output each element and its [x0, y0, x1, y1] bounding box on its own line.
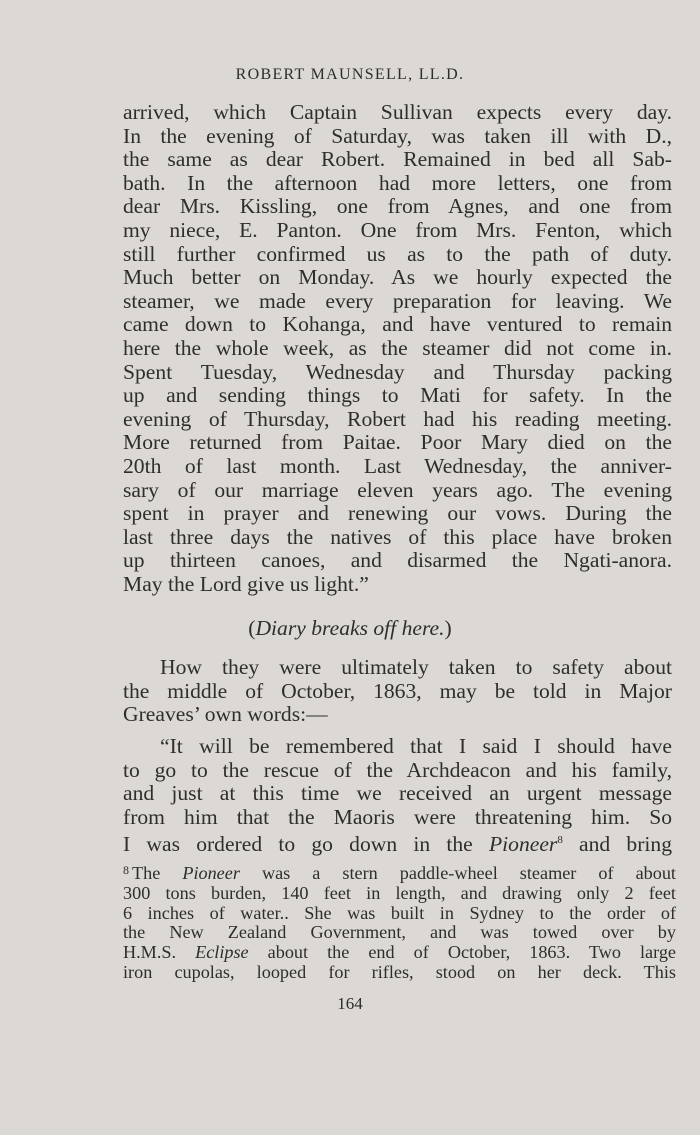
- text-line: sary of our marriage eleven years ago. The evening: [123, 477, 672, 502]
- footnote-ship-name: Eclipse: [195, 942, 249, 963]
- page-number: 164: [337, 994, 363, 1013]
- quote-paragraph: [123, 735, 672, 857]
- text-line: evening of Thursday, Robert had his reading meeting.: [123, 406, 672, 431]
- text-line: steamer, we made every preparation for leaving. We: [123, 288, 672, 313]
- text-line: More returned from Paitae. Poor Mary died on the: [123, 430, 672, 455]
- text-line: “It will be remembered that I said I should have: [160, 734, 672, 758]
- footnote-text: The: [132, 863, 183, 883]
- text-line: 20th of last month. Last Wednesday, the anniver-: [123, 453, 672, 478]
- text-line: [123, 829, 672, 857]
- footnote-reference: 8: [557, 834, 563, 847]
- footnote-line: [123, 943, 676, 963]
- footnote-line: 6 inches of water.. She was built in Sydney to the order of: [123, 902, 676, 923]
- text-line: the same as dear Robert. Remained in bed all Sab-: [123, 147, 672, 172]
- footnote-line: iron cupolas, looped for rifles, stood on her deck. This: [123, 961, 676, 982]
- quote-text: I was ordered to go down in the: [123, 832, 489, 857]
- footnote-line: [123, 861, 676, 884]
- diary-break-text: Diary breaks off here.: [255, 616, 445, 640]
- text-line: up and sending things to Mati for safety. In the: [123, 383, 672, 408]
- footnote-text: H.M.S.: [123, 942, 196, 963]
- text-line: here the whole week, as the steamer did not come in.: [123, 335, 672, 360]
- text-line: came down to Kohanga, and have ventured to remain: [123, 312, 672, 337]
- text-line: bath. In the afternoon had more letters, one from: [123, 170, 672, 195]
- text-line: and just at this time we received an urgent message: [123, 781, 672, 806]
- footnote-text: about the end of October, 1863. Two large: [248, 942, 676, 963]
- running-head: ROBERT MAUNSELL, LL.D.: [235, 66, 465, 83]
- footnote-text: was a stern paddle-wheel steamer of about: [239, 863, 676, 883]
- ship-name: Pioneer: [488, 832, 558, 857]
- text-line: Much better on Monday. As we hourly expected the: [123, 265, 672, 290]
- text-line: spent in prayer and renewing our vows. During the: [123, 501, 672, 526]
- text-line: the middle of October, 1863, may be told in Major: [123, 678, 672, 703]
- narrative-paragraph: [123, 656, 672, 727]
- diary-break-open: (: [248, 616, 256, 640]
- text-line: up thirteen canoes, and disarmed the Ngati-anora.: [123, 548, 672, 573]
- quote-text: and bring: [562, 832, 672, 857]
- text-line: last three days the natives of this place have broken: [123, 524, 672, 549]
- text-line: arrived, which Captain Sullivan expects every day.: [123, 100, 672, 124]
- footnote-mark: 8: [123, 863, 129, 877]
- text-line: from him that the Maoris were threatening him. So: [123, 804, 672, 829]
- footnote: [123, 861, 676, 983]
- text-line: Greaves’ own words:—: [123, 702, 328, 727]
- text-line: to go to the rescue of the Archdeacon and his family,: [123, 757, 672, 782]
- footnote-ship-name: Pioneer: [182, 863, 240, 883]
- footnote-line: the New Zealand Government, and was towed over by: [123, 922, 676, 943]
- text-line: Spent Tuesday, Wednesday and Thursday packing: [123, 359, 672, 384]
- diary-paragraph: [123, 101, 672, 596]
- text-line: still further confirmed us as to the path of duty.: [123, 241, 672, 266]
- footnote-line: 300 tons burden, 140 feet in length, and drawing only 2 feet: [123, 882, 676, 903]
- text-line: dear Mrs. Kissling, one from Agnes, and one from: [123, 194, 672, 219]
- diary-break-close: ): [444, 616, 452, 640]
- text-line: my niece, E. Panton. One from Mrs. Fenton, which: [123, 217, 672, 242]
- text-line: How they were ultimately taken to safety about: [160, 655, 672, 679]
- text-line: In the evening of Saturday, was taken ill with D.,: [123, 123, 672, 148]
- text-line: May the Lord give us light.”: [123, 571, 369, 596]
- diary-break-note: [0, 616, 700, 641]
